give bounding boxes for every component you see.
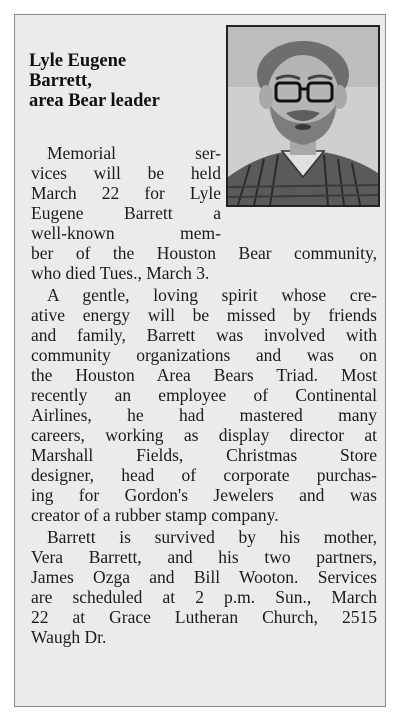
obituary-headline [29, 51, 229, 111]
body-text-line: Memorial ser- [47, 143, 221, 163]
body-text-line: 22 at Grace Lutheran Church, 2515 [31, 607, 377, 627]
body-text-line: designer, head of corporate purchas- [31, 465, 377, 485]
portrait-illustration [228, 27, 378, 205]
body-text-line: James Ozga and Bill Wooton. Services [31, 567, 377, 587]
body-text-line: careers, working as display director at [31, 425, 377, 445]
body-text-line: Eugene Barrett a [31, 203, 221, 223]
body-text-line: and family, Barrett was involved with [31, 325, 377, 345]
body-text-line: A gentle, loving spirit whose cre- [47, 285, 377, 305]
body-text-line: the Houston Area Bears Triad. Most [31, 365, 377, 385]
body-text-line: are scheduled at 2 p.m. Sun., March [31, 587, 377, 607]
headline-line: Barrett, [29, 71, 92, 91]
body-text-line: ative energy will be missed by friends [31, 305, 377, 325]
body-text-line: Airlines, he had mastered many [31, 405, 377, 425]
body-text-line: Barrett is survived by his mother, [47, 527, 377, 547]
body-text-line: community organizations and was on [31, 345, 377, 365]
body-text-line: creator of a rubber stamp company. [31, 505, 279, 525]
body-text-line: Vera Barrett, and his two partners, [31, 547, 377, 567]
body-text-line: who died Tues., March 3. [31, 263, 210, 283]
headline-line: area Bear leader [29, 91, 160, 111]
body-text-line: Waugh Dr. [31, 627, 107, 647]
body-text-line: March 22 for Lyle [31, 183, 221, 203]
body-text-line: ing for Gordon's Jewelers and was [31, 485, 377, 505]
body-text-line: vices will be held [31, 163, 221, 183]
body-text-line: ber of the Houston Bear community, [31, 243, 377, 263]
body-text-line: well-known mem- [31, 223, 221, 243]
newspaper-clipping [14, 14, 386, 707]
portrait-photo [226, 25, 380, 207]
body-text-line: Marshall Fields, Christmas Store [31, 445, 377, 465]
body-text-line: recently an employee of Continental [31, 385, 377, 405]
headline-line: Lyle Eugene [29, 51, 127, 71]
